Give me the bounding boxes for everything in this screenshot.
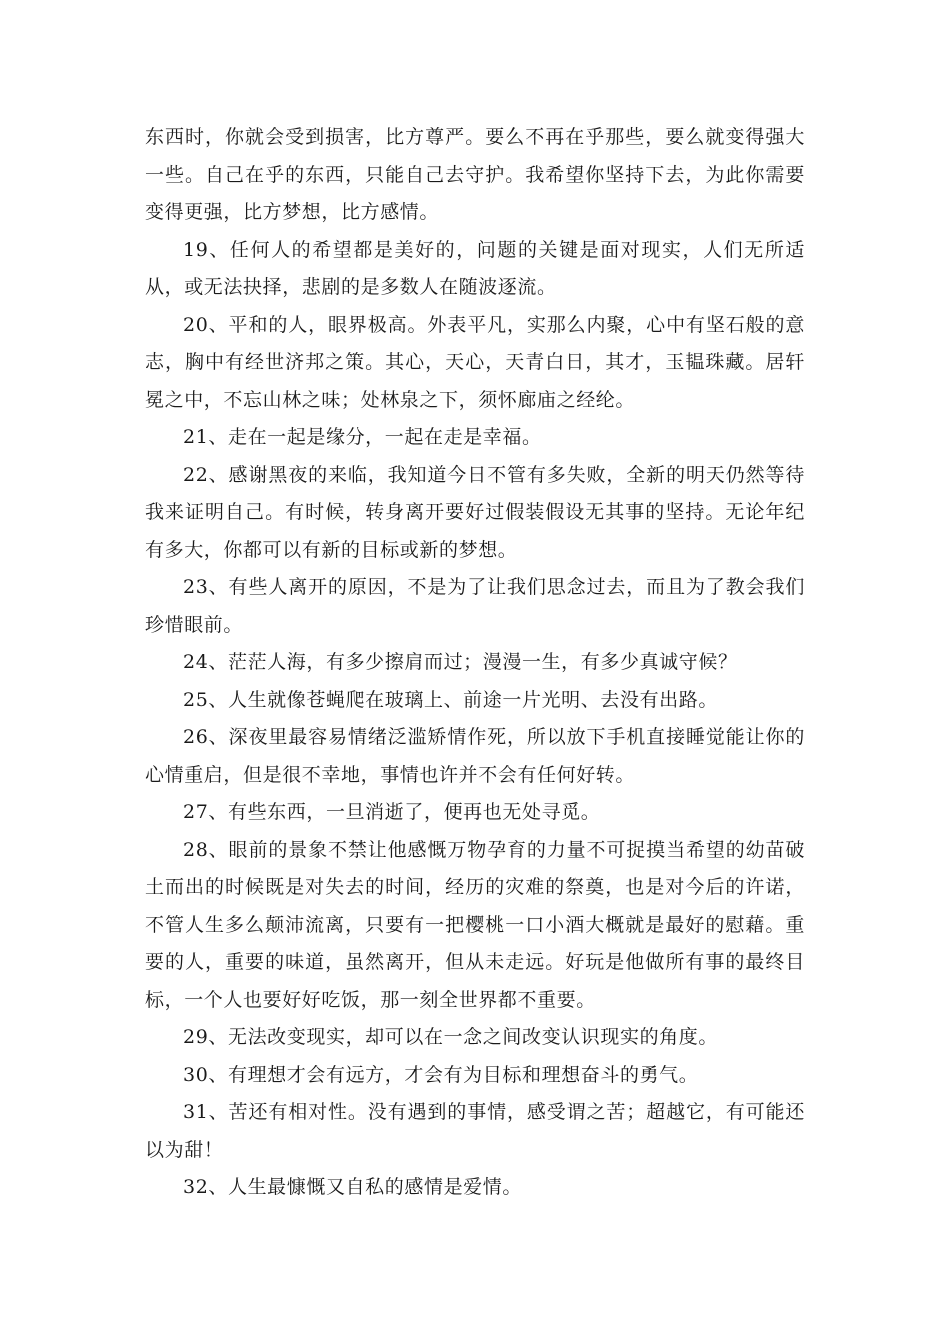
paragraph-32: 32、人生最慷慨又自私的感情是爱情。: [183, 1176, 522, 1198]
paragraph-23: 23、有些人离开的原因，不是为了让我们思念过去，而且为了教会我们珍惜眼前。: [145, 576, 805, 636]
paragraph-27: 27、有些东西，一旦消逝了，便再也无处寻觅。: [183, 801, 601, 823]
paragraph-19: 19、任何人的希望都是美好的，问题的关键是面对现实，人们无所适从，或无法抉择，悲剧的是多数人在随波逐流。: [145, 238, 805, 298]
paragraph-26: 26、深夜里最容易情绪泛滥矫情作死，所以放下手机直接睡觉能让你的心情重启，但是很不幸地，事情也许并不会有任何好转。: [145, 726, 805, 786]
document-body: [145, 119, 805, 1207]
paragraph-25: 25、人生就像苍蝇爬在玻璃上、前途一片光明、去没有出路。: [183, 688, 718, 711]
paragraph-24: 24、茫茫人海，有多少擦肩而过；漫漫一生，有多少真诚守候？: [183, 651, 738, 673]
paragraph-21: 21、走在一起是缘分，一起在走是幸福。: [183, 426, 542, 448]
paragraph-20: 20、平和的人，眼界极高。外表平凡，实那么内聚，心中有坚石般的意志，胸中有经世济邦之策。其心，天心，天青白日，其才，玉韫珠藏。居轩冕之中，不忘山林之味；处林泉之下，须怀廊庙之经纶。: [145, 313, 805, 411]
paragraph-30: 30、有理想才会有远方，才会有为目标和理想奋斗的勇气。: [183, 1063, 699, 1086]
paragraph-29: 29、无法改变现实，却可以在一念之间改变认识现实的角度。: [183, 1026, 718, 1048]
paragraph-28: 28、眼前的景象不禁让他感慨万物孕育的力量不可捉摸当希望的幼苗破土而出的时候既是对失去的时间，经历的灾难的祭奠，也是对今后的许诺，不管人生多么颠沛流离，只要有一把樱桃一口小酒大概就是最好的慰藉。重要的人，重要的味道，虽然离开，但从未走远。好玩是他做所有事的最终目标，一个人也要好好吃饭，那一刻全世界都不重要。: [145, 838, 805, 1011]
paragraph-31: 31、苦还有相对性。没有遇到的事情，感受谓之苦；超越它，有可能还以为甜！: [145, 1101, 805, 1161]
paragraph-continuation: 东西时，你就会受到损害，比方尊严。要么不再在乎那些，要么就变得强大一些。自己在乎的东西，只能自己去守护。我希望你坚持下去，为此你需要变得更强，比方梦想，比方感情。: [145, 126, 805, 223]
paragraph-22: 22、感谢黑夜的来临，我知道今日不管有多失败，全新的明天仍然等待我来证明自己。有时候，转身离开要好过假装假设无其事的坚持。无论年纪有多大，你都可以有新的目标或新的梦想。: [145, 463, 805, 561]
